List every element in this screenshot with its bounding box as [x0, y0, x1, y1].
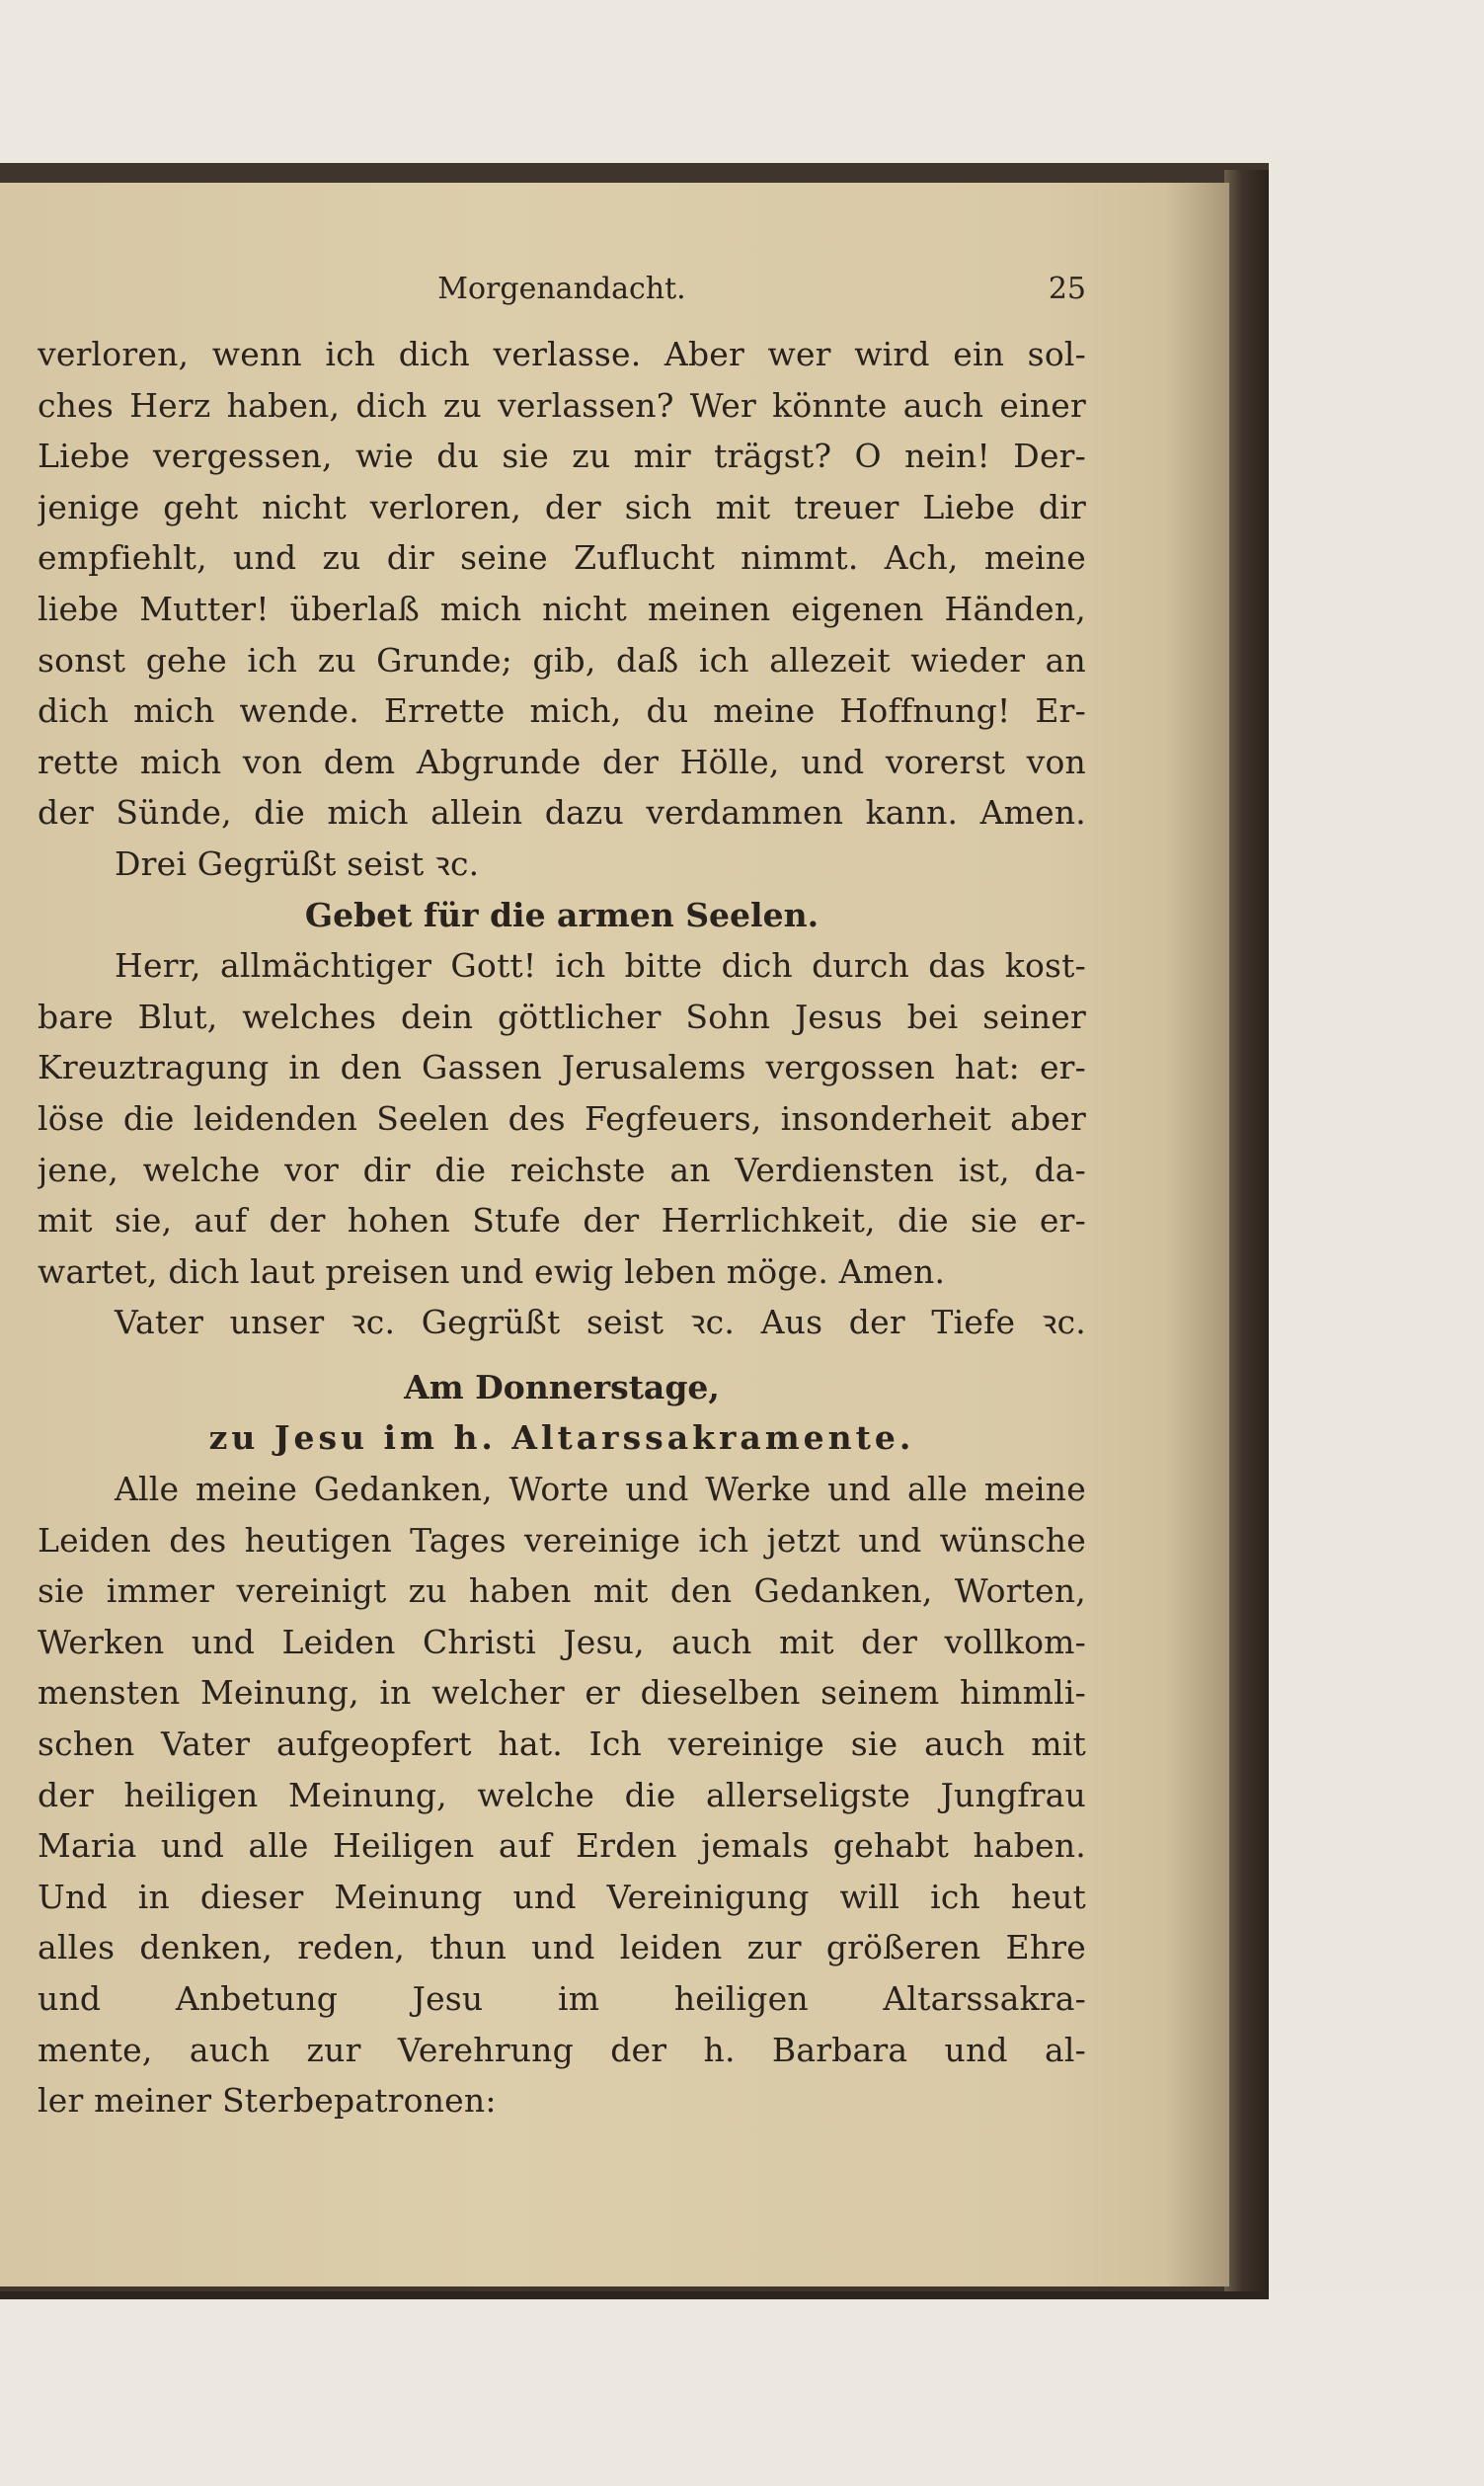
text-line-drei-gegruesst: Drei Gegrüßt seist ꝛc.: [115, 843, 480, 883]
text-line: mensten Meinung, in welcher er dieselben seinem himmli-: [38, 1673, 1086, 1713]
text-line: Herr, allmächtiger Gott! ich bitte dich durch das kost-: [115, 946, 1086, 986]
text-line: jene, welche vor dir die reichste an Verdiensten ist, da-: [38, 1150, 1086, 1189]
text-line: und Anbetung Jesu im heiligen Altarssakra-: [38, 1979, 1086, 2018]
text-line: mit sie, auf der hohen Stufe der Herrlichkeit, die sie er-: [38, 1201, 1086, 1241]
page-gutter-shadow: [1165, 183, 1229, 2286]
text-line: Liebe vergessen, wie du sie zu mir trägst? O nein! Der-: [38, 437, 1086, 476]
page-number: 25: [1048, 272, 1086, 306]
scan-background-top: [0, 0, 1484, 163]
text-line: löse die leidenden Seelen des Fegfeuers, insonderheit aber: [38, 1098, 1086, 1138]
text-line: mente, auch zur Verehrung der h. Barbara und al-: [38, 2030, 1086, 2069]
text-line: bare Blut, welches dein göttlicher Sohn Jesus bei seiner: [38, 997, 1086, 1036]
text-line: Und in dieser Meinung und Vereinigung will ich heut: [38, 1877, 1086, 1916]
text-line: Leiden des heutigen Tages vereinige ich jetzt und wünsche: [38, 1520, 1086, 1560]
text-line: Alle meine Gedanken, Worte und Werke und alle meine: [115, 1470, 1086, 1509]
scan-background-right: [1274, 148, 1484, 2321]
text-line: Werken und Leiden Christi Jesu, auch mit der vollkom-: [38, 1622, 1086, 1661]
text-line: ler meiner Sterbepatronen:: [38, 2081, 497, 2121]
text-line: alles denken, reden, thun und leiden zur größeren Ehre: [38, 1928, 1086, 1967]
book-spine-edge: [1224, 170, 1269, 2291]
text-line: wartet, dich laut preisen und ewig leben möge. Amen.: [38, 1251, 946, 1291]
text-line-vater-unser: Vater unser ꝛc. Gegrüßt seist ꝛc. Aus der Tiefe ꝛc.: [115, 1303, 1086, 1342]
section-subheading-altarssakrament: zu Jesu im h. Altarssakramente.: [208, 1418, 915, 1458]
text-line: sie immer vereinigt zu haben mit den Gedanken, Worten,: [38, 1571, 1086, 1611]
running-title: Morgenandacht.: [437, 272, 686, 306]
text-line: dich mich wende. Errette mich, du meine Hoffnung! Er-: [38, 691, 1086, 731]
section-heading-donnerstag: Am Donnerstage,: [404, 1367, 720, 1406]
running-head: [38, 262, 1086, 311]
text-line: jenige geht nicht verloren, der sich mit treuer Liebe dir: [38, 487, 1086, 526]
text-line: rette mich von dem Abgrunde der Hölle, und vorerst von: [38, 742, 1086, 781]
text-line: schen Vater aufgeopfert hat. Ich vereinige sie auch mit: [38, 1724, 1086, 1764]
paragraph-prayer-mother: [38, 329, 1086, 839]
paragraph-prayer-souls: [38, 940, 1086, 1297]
text-line: der heiligen Meinung, welche die allerseligste Jungfrau: [38, 1775, 1086, 1814]
scan-background-bottom: [0, 2289, 1484, 2486]
section-gap: [38, 1348, 1086, 1362]
text-line: Maria und alle Heiligen auf Erden jemals gehabt haben.: [38, 1826, 1086, 1866]
text-line: liebe Mutter! überlaß mich nicht meinen eigenen Händen,: [38, 589, 1086, 628]
text-line: verloren, wenn ich dich verlasse. Aber wer wird ein sol-: [38, 335, 1086, 373]
text-line: Kreuztragung in den Gassen Jerusalems vergossen hat: er-: [38, 1048, 1086, 1087]
page-text: [38, 262, 1086, 2126]
section-heading-arme-seelen: Gebet für die armen Seelen.: [304, 895, 820, 934]
text-line: sonst gehe ich zu Grunde; gib, daß ich allezeit wieder an: [38, 640, 1086, 680]
paragraph-prayer-thursday: [38, 1464, 1086, 2126]
text-line: der Sünde, die mich allein dazu verdammen kann. Amen.: [38, 793, 1086, 833]
text-line: ches Herz haben, dich zu verlassen? Wer könnte auch einer: [38, 385, 1086, 425]
text-line: empfiehlt, und zu dir seine Zuflucht nimmt. Ach, meine: [38, 538, 1086, 578]
